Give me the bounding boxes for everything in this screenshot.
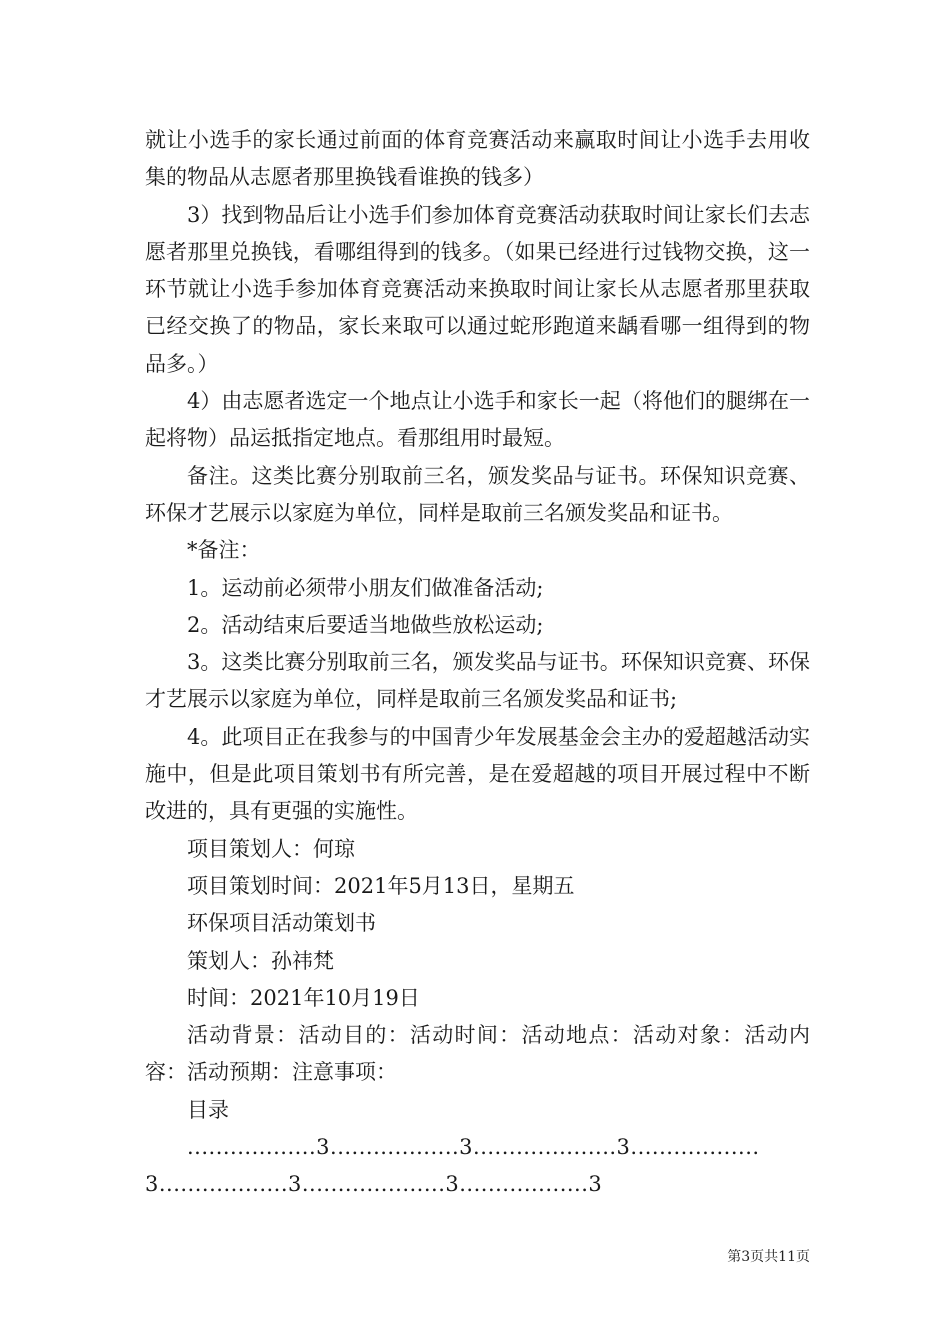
paragraph-step-4: 4）由志愿者选定一个地点让小选手和家长一起（将他们的腿绑在一起将物）品运抵指定地点。看那组用时最短。	[145, 389, 810, 451]
paragraph-toc-heading: 目录	[187, 1097, 229, 1122]
paragraph-outline: 活动背景：活动目的：活动时间：活动地点：活动对象：活动内容：活动预期：注意事项：	[145, 1023, 810, 1085]
page-number-footer: 第3页共11页	[727, 1249, 810, 1265]
document-body	[145, 122, 810, 1204]
paragraph-step-3: 3）找到物品后让小选手们参加体育竞赛活动获取时间让家长们去志愿者那里兑换钱，看哪组得到的钱多。（如果已经进行过钱物交换，这一环节就让小选手参加体育竞赛活动来换取时间让家长从志愿者那里获取已经交换了的物品，家长来取可以通过蛇形跑道来龋看哪一组得到的物品多。）	[145, 202, 810, 376]
toc-dot-leaders: ..................3..................3....................3..................3..................3....................3..................3	[145, 1135, 760, 1197]
paragraph-remark-3: 3。这类比赛分别取前三名，颁发奖品与证书。环保知识竞赛、环保才艺展示以家庭为单位，同样是取前三名颁发奖品和证书;	[145, 650, 810, 712]
paragraph-section-title: 环保项目活动策划书	[187, 911, 376, 936]
paragraph-remark-1: 1。运动前必须带小朋友们做准备活动;	[187, 575, 544, 600]
paragraph-planner-2: 策划人：孙祎梵	[187, 948, 334, 973]
paragraph-remark-4: 4。此项目正在我参与的中国青少年发展基金会主办的爱超越活动实施中，但是此项目策划书有所完善，是在爱超越的项目开展过程中不断改进的，具有更强的实施性。	[145, 724, 810, 824]
paragraph-remark: 备注。这类比赛分别取前三名，颁发奖品与证书。环保知识竞赛、环保才艺展示以家庭为单位，同样是取前三名颁发奖品和证书。	[145, 463, 810, 525]
paragraph-remark-2: 2。活动结束后要适当地做些放松运动;	[187, 612, 544, 637]
paragraph-continuation: 就让小选手的家长通过前面的体育竞赛活动来赢取时间让小选手去用收集的物品从志愿者那里换钱看谁换的钱多）	[145, 128, 810, 190]
paragraph-plan-time: 项目策划时间：2021年5月13日，星期五	[187, 873, 575, 898]
paragraph-planner: 项目策划人：何琼	[187, 836, 355, 861]
paragraph-remark-heading: *备注：	[187, 538, 261, 563]
paragraph-time: 时间：2021年10月19日	[187, 985, 420, 1010]
